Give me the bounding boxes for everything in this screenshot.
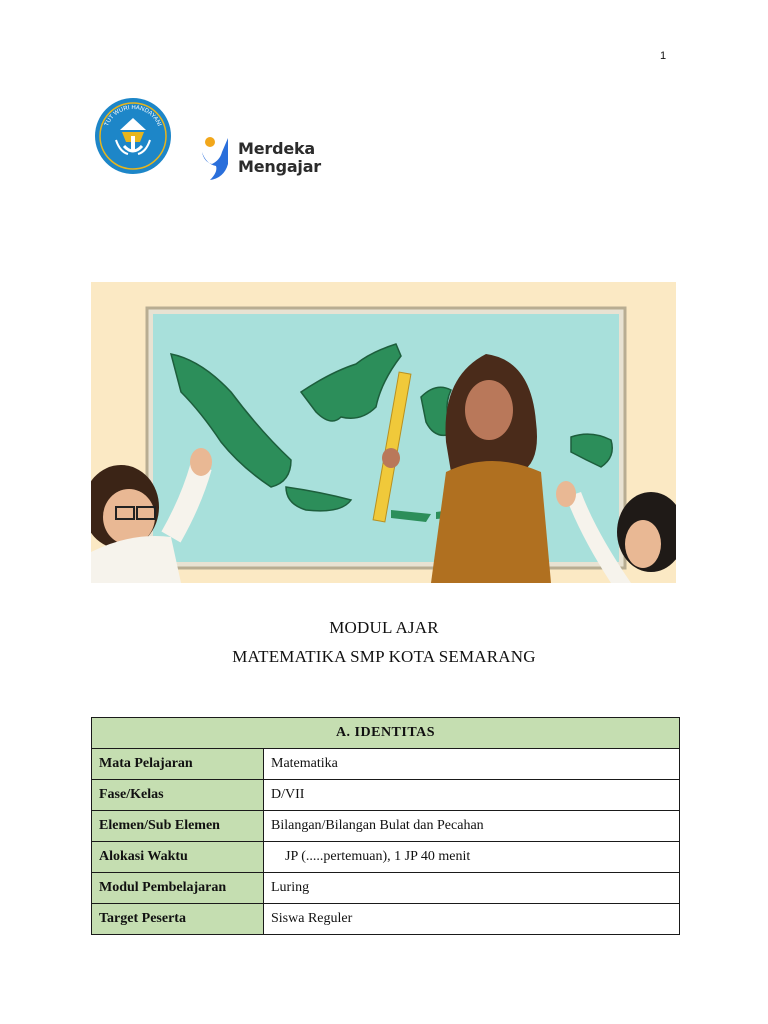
table-row [92,842,680,873]
identity-table [91,717,680,935]
row-label: Alokasi Waktu [92,842,264,873]
identity-heading: A. IDENTITAS [92,718,680,749]
merdeka-mengajar-wordmark [238,140,321,176]
classroom-map-illustration [91,282,676,583]
document-subtitle: MATEMATIKA SMP KOTA SEMARANG [232,647,536,666]
table-header-row [92,718,680,749]
document-title: MODUL AJAR [329,618,439,637]
row-value: D/VII [264,780,680,811]
brand-line-2: Mengajar [238,157,321,176]
seal-motto: TUT WURI HANDAYANI [104,104,162,128]
row-label: Fase/Kelas [92,780,264,811]
row-value: JP (.....pertemuan), 1 JP 40 menit [264,842,680,873]
row-label: Target Peserta [92,904,264,935]
page-number: 1 [660,50,667,62]
row-value: Siswa Reguler [264,904,680,935]
row-value: Luring [264,873,680,904]
row-value: Matematika [264,749,680,780]
row-label: Modul Pembelajaran [92,873,264,904]
table-row [92,873,680,904]
row-label: Elemen/Sub Elemen [92,811,264,842]
tut-wuri-handayani-logo [94,96,172,176]
brand-line-1: Merdeka [238,139,316,158]
table-row [92,780,680,811]
row-label: Mata Pelajaran [92,749,264,780]
table-row [92,749,680,780]
table-row [92,811,680,842]
table-row [92,904,680,935]
row-value: Bilangan/Bilangan Bulat dan Pecahan [264,811,680,842]
